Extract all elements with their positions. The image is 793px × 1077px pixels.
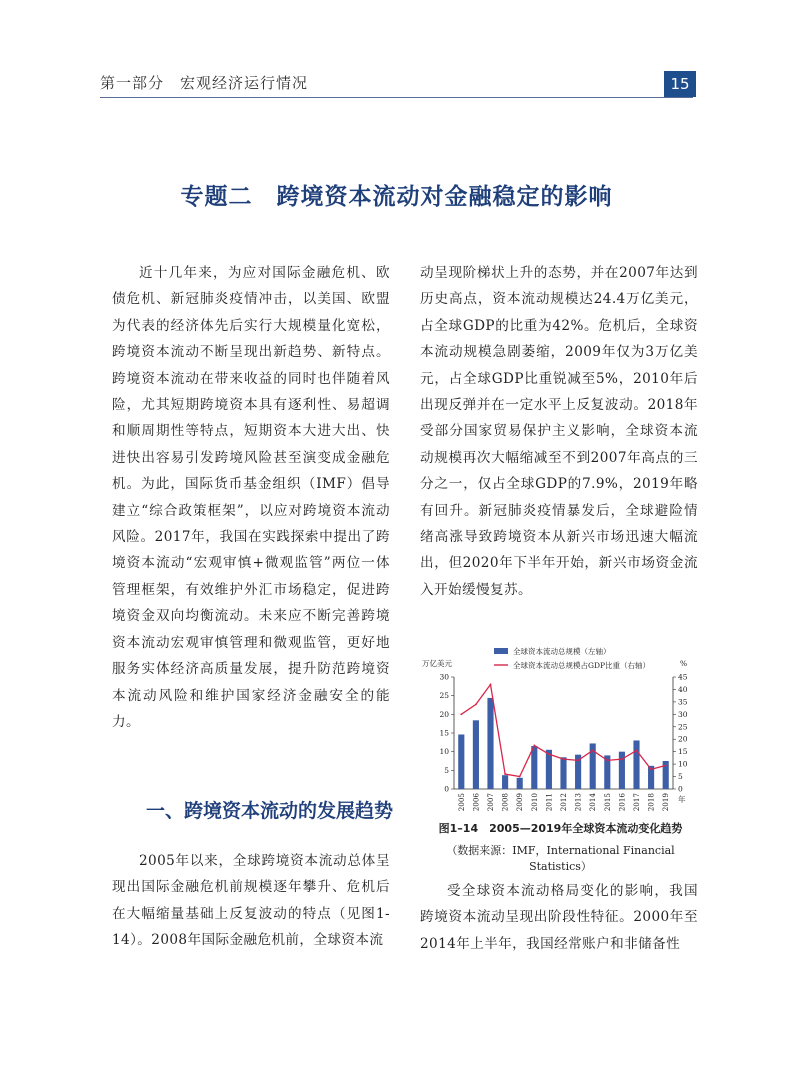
y-left-tick-label: 20 [439,709,449,719]
y-right-tick-label: 35 [678,697,688,707]
line-point [665,764,667,766]
bar [458,734,464,789]
x-tick-label: 2011 [544,793,554,812]
legend-bar-swatch [494,648,508,654]
bar [487,698,493,789]
chart-svg [418,640,703,815]
line-point [519,776,521,778]
line-point [460,713,462,715]
x-tick-label: 2009 [515,793,525,812]
line-point [606,759,608,761]
page-number: 15 [664,71,696,97]
line-point [475,703,477,705]
y-right-tick-label: 30 [678,709,688,719]
y-right-tick-label: 10 [678,759,688,769]
figure-chart [418,640,703,815]
x-tick-label: 2007 [486,793,495,812]
x-tick-label: 2019 [661,793,671,812]
line-point [563,758,565,760]
figure-caption: 图1–14 2005—2019年全球资本流动变化趋势 [438,822,683,835]
legend-label-line: 全球资本流动总规模占GDP比重（右轴） [513,661,651,670]
x-tick-label: 2013 [573,793,583,812]
y-left-tick-label: 15 [439,728,449,738]
y-right-tick-label: 20 [678,734,688,744]
y-left-tick-label: 10 [439,747,449,757]
y-left-tick-label: 25 [439,691,449,701]
x-tick-label: 2008 [500,793,510,812]
bar [633,740,639,789]
bar [531,746,537,789]
bar [517,778,523,789]
paragraph: 2005年以来，全球跨境资本流动总体呈现出国际金融危机前规模逐年攀升、危机后在大幅缩量基础上反复波动的特点（见图1-14）。2008年国际金融危机前，全球资本流 [112,853,390,949]
y-left-tick-label: 30 [439,672,449,682]
x-tick-label: 2018 [646,793,656,812]
x-axis-unit: 年 [678,795,686,804]
paragraph: 受全球资本流动格局变化的影响，我国跨境资本流动呈现出阶段性特征。2000年至2014年上半年，我国经常账户和非储备性 [420,883,698,952]
y-left-unit: 万亿美元 [422,659,452,668]
line-point [592,750,594,752]
right-column [420,260,698,603]
y-right-tick-label: 0 [678,784,683,794]
legend-label-bar: 全球资本流动总规模（左轴） [513,647,611,656]
paragraph: 近十几年来，为应对国际金融危机、欧债危机、新冠肺炎疫情冲击，以美国、欧盟为代表的经济体先后实行大规模量化宽松，跨境资本流动不断呈现出新趋势、新特点。跨境资本流动在带来收益的同时也伴随着风险，尤其短期跨境资本具有逐利性、易超调和顺周期性等特点，短期资本大进大出、快进快出容易引发跨境风险甚至演变成金融危机。为此，国际货币基金组织（IMF）倡导建立“综合政策框架”，以应对跨境资本流动风险。2017年，我国在实践探索中提出了跨境资本流动“宏观审慎+微观监管”两位一体管理框架，有效维护外汇市场稳定，促进跨境资金双向均衡流动。未来应不断完善跨境资本流动宏观审慎管理和微观监管，更好地服务实体经济高质量发展，提升防范跨境资本流动风险和维护国家经济金融安全的能力。 [112,265,390,730]
x-tick-label: 2015 [602,793,612,812]
section-heading: 一、跨境资本流动的发展趋势 [146,800,394,822]
figure-source: （数据来源：IMF，International Financial Statistics） [446,844,675,873]
y-right-tick-label: 40 [678,684,688,694]
left-column [112,260,390,735]
x-tick-label: 2010 [529,793,539,812]
line-point [490,684,492,686]
bar [560,757,566,789]
y-right-tick-label: 15 [678,747,688,757]
line-point [636,750,638,752]
y-left-tick-label: 0 [444,784,449,794]
line-point [504,773,506,775]
bar [473,720,479,789]
x-tick-label: 2016 [617,793,627,812]
header-divider [100,97,693,98]
line-point [621,758,623,760]
line-point [650,768,652,770]
right-column-lower [420,878,698,957]
y-left-tick-label: 5 [444,765,449,775]
x-tick-label: 2017 [632,793,641,812]
line-point [548,753,550,755]
x-tick-label: 2014 [588,793,598,812]
article-title: 专题二 跨境资本流动对金融稳定的影响 [180,183,613,210]
left-column-lower [112,848,390,954]
bar [546,750,552,789]
x-tick-label: 2006 [471,793,481,812]
y-right-tick-label: 5 [678,772,683,782]
bar [502,775,508,789]
header-section-title: 第一部分 宏观经济运行情况 [100,74,309,92]
y-right-tick-label: 45 [678,672,688,682]
x-tick-label: 2012 [559,793,568,812]
y-right-tick-label: 25 [678,722,688,732]
line-point [577,759,579,761]
x-tick-label: 2005 [456,793,466,812]
y-right-unit: % [680,659,688,668]
line-point [533,745,535,747]
paragraph: 动呈现阶梯状上升的态势，并在2007年达到历史高点，资本流动规模达24.4万亿美元，占全球GDP的比重为42%。危机后，全球资本流动规模急剧萎缩，2009年仅为3万亿美元，占全球GDP比重锐减至5%，2010年后出现反弹并在一定水平上反复波动。2018年受部分国家贸易保护主义影响，全球资本流动规模再次大幅缩减至不到2007年高点的三分之一，仅占全球GDP的7.9%，2019年略有回升。新冠肺炎疫情暴发后，全球避险情绪高涨导致跨境资本从新兴市场迅速大幅流出，但2020年下半年开始，新兴市场资金流入开始缓慢复苏。 [420,265,698,598]
